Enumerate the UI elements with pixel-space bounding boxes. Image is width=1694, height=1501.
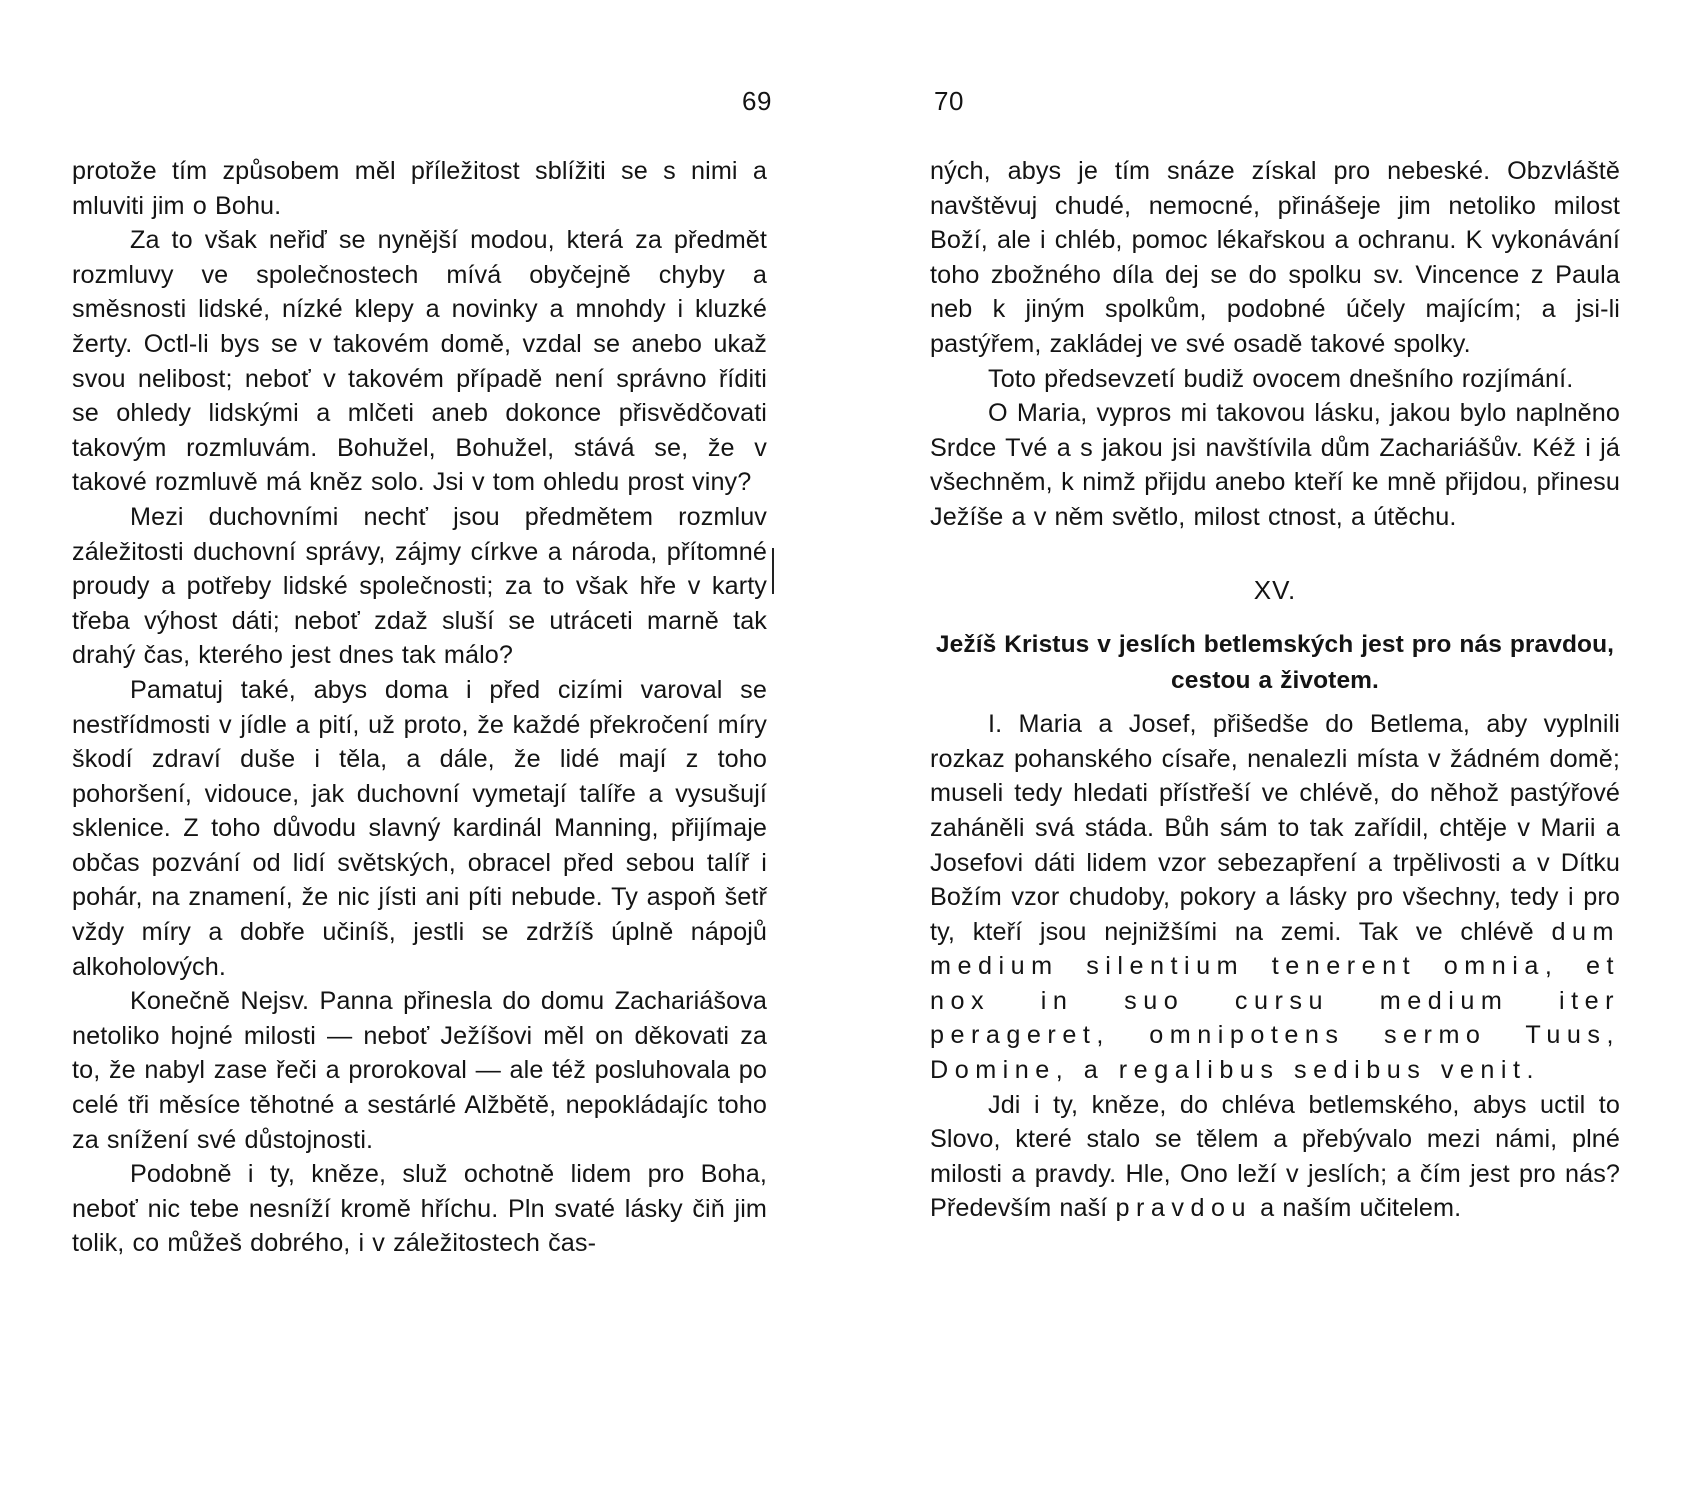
emphasis-word: pravdou [1115,1194,1253,1223]
paragraph: protože tím způsobem měl příležitost sblížiti se s nimi a mluviti jim o Bohu. [72,157,767,220]
right-page [847,0,1694,1501]
paragraph: Mezi duchovními nechť jsou předmětem rozmluv záležitosti duchovní správy, zájmy církve a národa, přítomné proudy a potřeby lidské společnosti; za to však hře v karty třeba výhost dáti; neboť zdaž sluší se utráceti marně tak drahý čas, kterého jest dnes tak málo? [72,502,767,670]
page-number-right: 70 [934,86,964,116]
page-number-left: 69 [742,86,772,116]
paragraph: Pamatuj také, abys doma i před cizími varoval se nestřídmosti v jídle a pití, už proto, že každé překročení míry škodí zdraví duše i těla, a dále, že lidé mají z toho pohoršení, vidouce, jak duchovní vymetají talíře a vysušují sklenice. Z toho důvodu slavný kardinál Manning, přijímaje občas pozvání od lidí světských, obracel před sebou talíř i pohár, na znamení, že nic jísti ani píti nebude. Ty aspoň šetř vždy míry a dobře učiníš, jestli se zdržíš úplně nápojů alkoholových. [72,675,767,981]
paragraph-text: I. Maria a Josef, přišedše do Betlema, aby vyplnili rozkaz pohanského císaře, nenalezli místa v žádném domě; museli tedy hledati přístřeší ve chlévě, do něhož pastýřové zaháněli svá stáda. Bůh sám to tak zařídil, chtěje v Marii a Josefovi dáti lidem vzor sebezapření a trpělivosti a v Dítku Božím vzor chudoby, pokory a lásky pro všechny, tedy i pro ty, kteří jsou nejnižšími na zemi. Tak ve chlévě [930,710,1620,946]
paragraph: Podobně i ty, kněze, služ ochotně lidem pro Boha, neboť nic tebe nesníží kromě hříchu. Pln svaté lásky čiň jim tolik, co můžeš dobrého, i v záležitostech čas- [72,1160,767,1258]
paragraph: Toto předsevzetí budiž ovocem dnešního rozjímání. [988,364,1574,393]
left-text-column [72,154,767,1261]
paragraph [930,1088,1620,1226]
paragraph [930,707,1620,1088]
paragraph: ných, abys je tím snáze získal pro nebeské. Obzvláště navštěvuj chudé, nemocné, přinášeje jim netoliko milost Boží, ale i chléb, pomoc lékařskou a ochranu. K vykonávání toho zbožného díla dej se do spolku sv. Vincence z Paula neb k jiným spolkům, podobné účely majícím; a jsi-li pastýřem, zakládej ve své osadě takové spolky. [930,157,1620,358]
chapter-title: Ježíš Kristus v jeslích betlemských jest pro nás pravdou, cestou a životem. [935,631,1615,695]
margin-bracket-mark [772,548,774,594]
paragraph-text: Jdi i ty, kněze, do chléva betlemského, abys uctil to Slovo, které stalo se tělem a přebývalo mezi námi, plné milosti a pravdy. Hle, Ono leží v jeslích; a čím jest pro nás? Především naší [930,1090,1620,1223]
section-numeral: XV. [1253,574,1297,605]
paragraph: O Maria, vypros mi takovou lásku, jakou bylo naplněno Srdce Tvé a s jakou jsi navštívila dům Zachariášův. Kéž i já všechněm, k nimž přijdu anebo kteří ke mně přijdou, přinesu Ježíše a v něm světlo, milost ctnost, a útěchu. [930,399,1620,531]
latin-quote: dum medium silentium tenerent omnia, et nox in suo cursu medium iter perageret, omnipotens sermo Tuus, Domine, a regalibus sedibus venit. [930,917,1620,1085]
paragraph: Konečně Nejsv. Panna přinesla do domu Zachariášova netoliko hojné milosti — neboť Ježíšovi měl on děkovati za to, že nabyl zase řeči a prorokoval — ale též posluhovala po celé tři měsíce těhotné a sestárlé Alžbětě, nepokládajíc toho za snížení své důstojnosti. [72,987,767,1154]
paragraph: Za to však neřiď se nynější modou, která za předmět rozmluvy ve společnostech mívá obyčejně chyby a směsnosti lidské, nízké klepy a novinky a mnohdy i kluzké žerty. Octl-li bys se v takovém domě, vzdal se anebo ukaž svou nelibost; neboť v takovém případě není správno říditi se ohledy lidskými a mlčeti aneb dokonce přisvědčovati takovým rozmluvám. Bohužel, Bohužel, stává se, že v takové rozmluvě má kněz solo. Jsi v tom ohledu prost viny? [72,226,767,497]
paragraph-text: a naším učitelem. [1260,1194,1462,1223]
right-text-column [930,154,1620,1226]
